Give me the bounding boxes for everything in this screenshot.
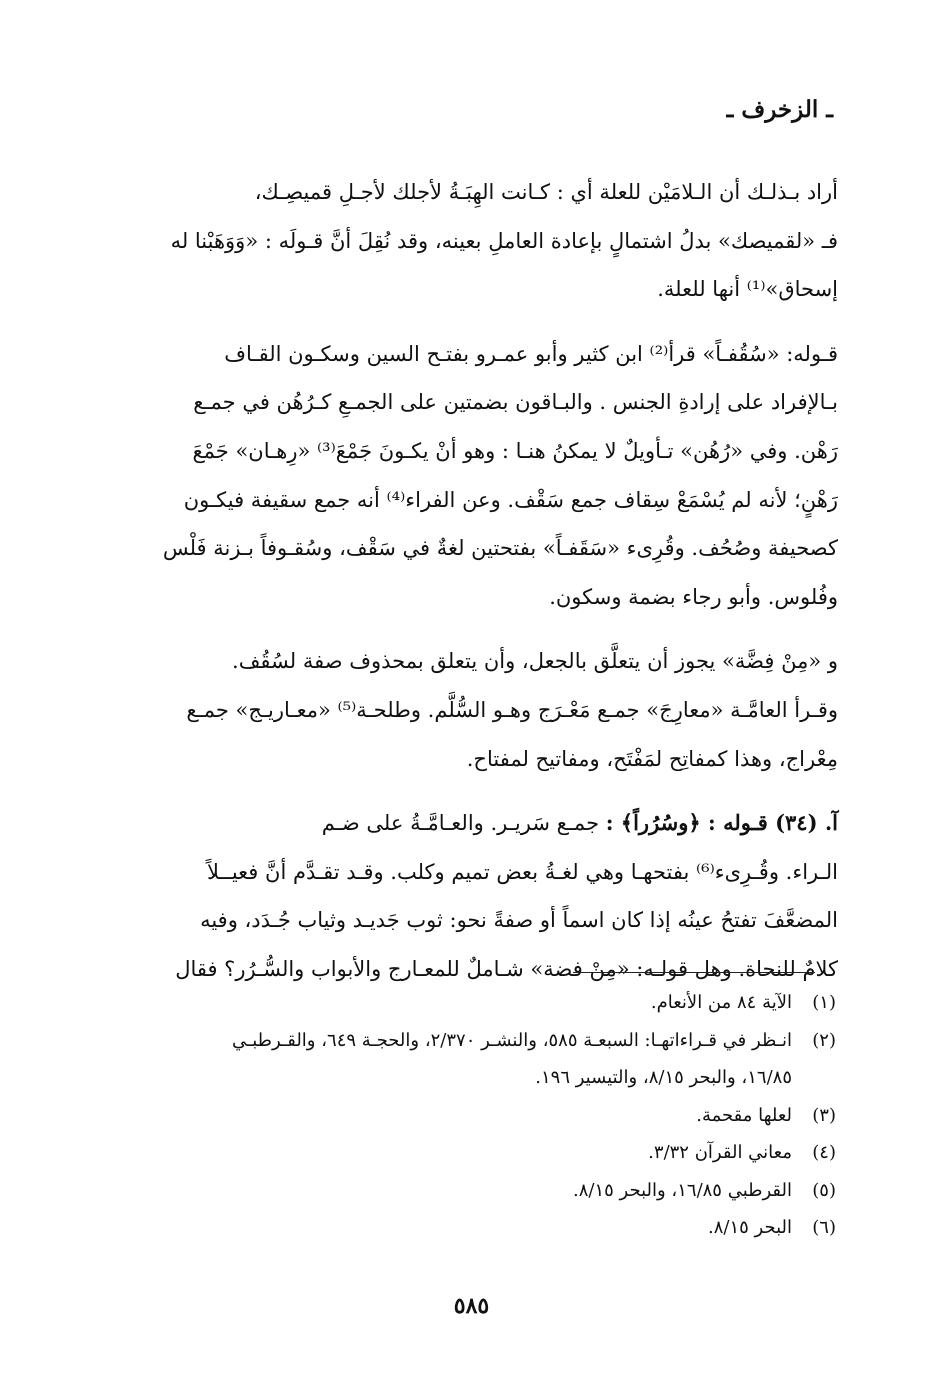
footnote-item — [118, 1172, 836, 1210]
footnote-text — [118, 1209, 792, 1247]
footnote-line: القرطبي ١٦/٨٥، والبحر ٨/١٥. — [573, 1179, 792, 1201]
footnote-number: (٢) — [812, 1029, 836, 1051]
footnote-text — [118, 1172, 792, 1210]
text-line: و «مِنْ فِضَّة» يجوز أن يتعلَّق بالجعل، وأن يتعلق بمحذوف صفة لسُقُف. — [232, 649, 838, 674]
text-line: إسحاق»⁽¹⁾ أنها للعلة. — [657, 277, 838, 302]
footnote-line: لعلها مقحمة. — [696, 1104, 792, 1126]
text-line: قـوله: «سُقُفـاً» قرأ⁽²⁾ ابن كثير وأبو عمـرو بفتـح السين وسكـون القـاف — [224, 341, 838, 366]
footnote-item — [118, 1209, 836, 1247]
text-line: وقـرأ العامَّـة «معارِجَ» جمـع مَعْـرَج وهـو السُّلَّم. وطلحـة⁽⁵⁾ «معـاريـج» جمـع — [186, 697, 838, 722]
footnote-text — [118, 1097, 792, 1135]
footnote-number: (٤) — [812, 1142, 836, 1163]
footnote-number: (١) — [812, 992, 836, 1013]
text-line: رَهْن. وفي «رُهُن» تـأويلٌ لا يمكنُ هنـا : وهو أنْ يكـونَ جَمْعَ⁽³⁾ «رِهـان» جَمْعَ — [192, 438, 838, 463]
text-line: الـراء. وقُـرِىء⁽⁶⁾ بفتحهـا وهي لغـةُ بعض تميم وكلب. وقـد تقـدَّم أنَّ فعيــلاً — [207, 859, 838, 884]
paragraph-4 — [118, 799, 838, 993]
footnote-line: معاني القرآن ٣/٣٢. — [648, 1142, 792, 1163]
footnote-item — [118, 1097, 836, 1135]
text-line — [118, 799, 838, 848]
text-line: فـ «لقميصك» بدلُ اشتمالٍ بإعادة العاملِ بعينه، وقد نُقِلَ أنَّ قـولَه : «وَوَهَبْنا له — [170, 228, 838, 253]
text-line: مِعْراج، وهذا كمفاتِح لمَفْتَح، ومفاتيح لمفتاح. — [466, 746, 838, 771]
footnote-line: الآية ٨٤ من الأنعام. — [650, 992, 792, 1013]
text-run: جمـع سَريـر. والعـامَّـةُ على ضـم — [321, 811, 606, 836]
text-line: أراد بـذلـك أن الـلامَيْن للعلة أي : كـانت الهِبَـةُ لأجلك لأجـلِ قميصِـك، — [254, 180, 838, 204]
footnote-text — [118, 984, 792, 1022]
footnote-item — [118, 1022, 836, 1097]
footnote-line: انـظر في قـراءاتهـا: السبعـة ٥٨٥، والنشـر ٢/٣٧٠، والحجـة ٦٤٩، والقـرطبـي — [231, 1029, 792, 1051]
verse-heading: آ. (٣٤) قـوله : ﴿وسُرُراً﴾ : — [605, 810, 838, 836]
footnote-number: (٥) — [812, 1179, 836, 1201]
text-line: وفُلوس. وأبو رجاء بضمة وسكون. — [549, 584, 838, 609]
footnote-text — [118, 1022, 792, 1097]
footnote-line: البحر ٨/١٥. — [707, 1217, 792, 1238]
text-line: كلامٌ للنحاة. وهل قولـه: «مِنْ فضة» شـاملٌ للمعـارج والأبواب والسُّـرُر؟ فقال — [175, 956, 838, 981]
footnotes — [118, 984, 836, 1247]
footnote-number: (٦) — [812, 1217, 836, 1238]
paragraph-2 — [118, 330, 838, 622]
footnote-separator — [573, 972, 815, 973]
main-text — [118, 168, 838, 1010]
footnote-number: (٣) — [812, 1104, 836, 1126]
page-number: ٥٨٥ — [453, 1293, 490, 1319]
running-header: ـ الزخرف ـ — [726, 96, 833, 123]
footnote-text — [118, 1134, 792, 1172]
footnote-line: ١٦/٨٥، والبحر ٨/١٥، والتيسير ١٩٦. — [535, 1067, 792, 1088]
paragraph-3 — [118, 637, 838, 783]
footnote-item — [118, 1134, 836, 1172]
text-line: رَهْنٍ؛ لأنه لم يُسْمَعْ سِقاف جمع سَقْف. وعن الفراء⁽⁴⁾ أنه جمع سقيفة فيكـون — [183, 487, 838, 512]
text-line: المضعَّفَ تفتحُ عينُه إذا كان اسماً أو صفةً نحو: ثوب جَديـد وثياب جُـدَد، وفيه — [200, 908, 838, 933]
footnote-item — [118, 984, 836, 1022]
paragraph-1 — [118, 168, 838, 314]
text-line: بـالإفراد على إرادةِ الجنس . والبـاقون بضمتين على الجمـعِ كـرُهُن في جمـع — [193, 390, 838, 415]
text-line: كصحيفة وصُحُف. وقُرِىء «سَقَفـاً» بفتحتين لغةٌ في سَقْف، وسُقـوفاً بـزنة فَلْس — [162, 536, 838, 561]
